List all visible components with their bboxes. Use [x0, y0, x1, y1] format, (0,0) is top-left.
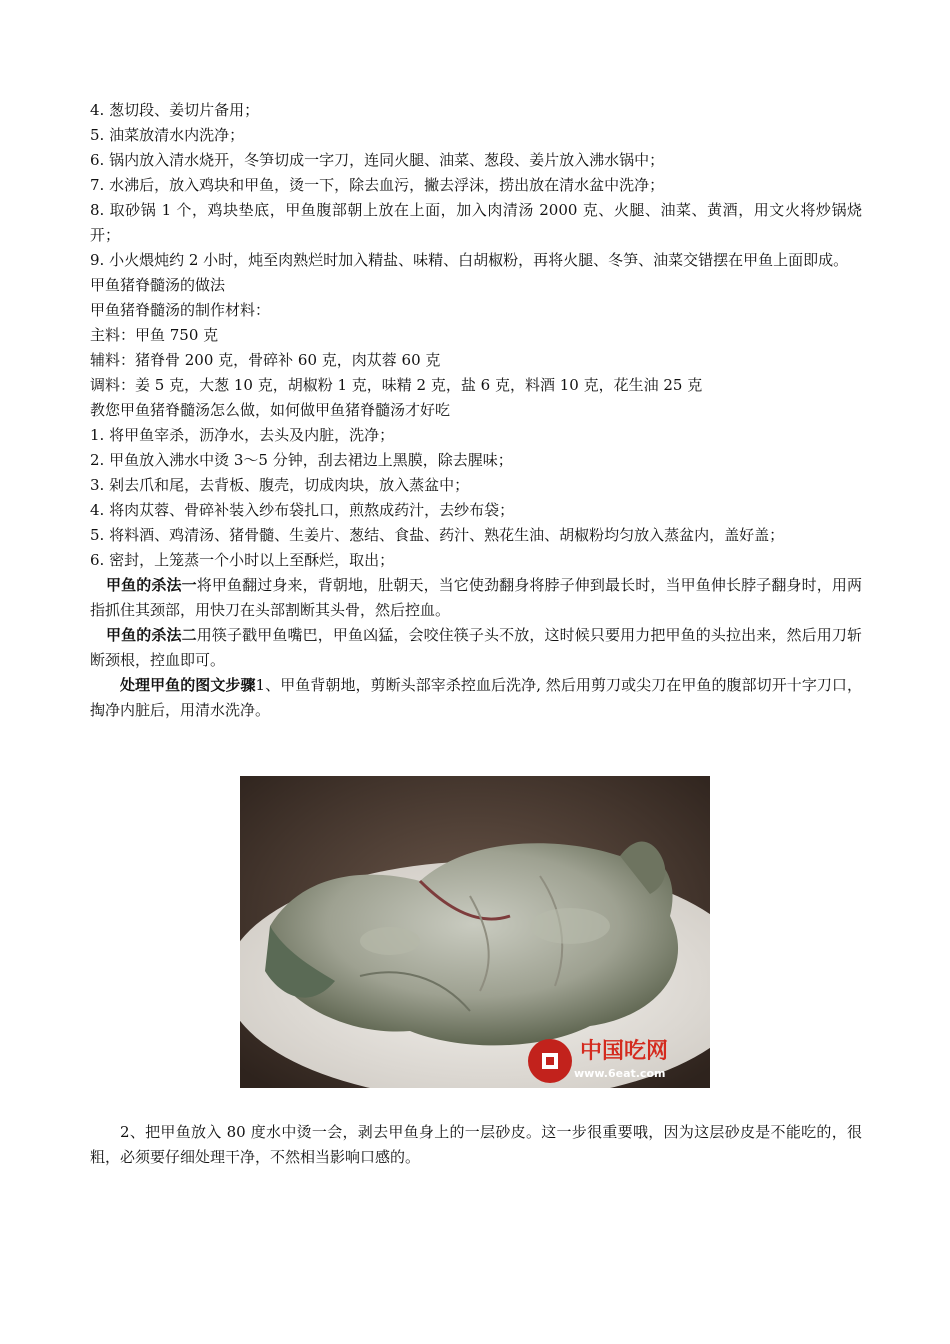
kill-method-1 [90, 573, 862, 623]
step-9-paragraph: 9. 小火煨炖约 2 小时，炖至肉熟烂时加入精盐、味精、白胡椒粉，再将火腿、冬笋、油菜交错摆在甲鱼上面即成。 [90, 251, 849, 269]
text-line: 调料：姜 5 克，大葱 10 克，胡椒粉 1 克，味精 2 克，盐 6 克，料酒 10 克，花生油 25 克 [90, 376, 703, 394]
step-1-text: 1、甲鱼背朝地，剪断头部宰杀控血后洗净, 然后用剪刀或尖刀在甲鱼的腹部切开十字刀口，掏净内脏后，用清水洗净。 [90, 676, 862, 719]
text-line: 教您甲鱼猪脊髓汤怎么做，如何做甲鱼猪脊髓汤才好吃 [90, 401, 451, 419]
text-line: 7. 水沸后，放入鸡块和甲鱼，烫一下，除去血污，撇去浮沫，捞出放在清水盆中洗净； [90, 176, 665, 194]
text-line: 5. 将料酒、鸡清汤、猪骨髓、生姜片、葱结、食盐、药汁、熟花生油、胡椒粉均匀放入蒸盆内，盖好盖； [90, 526, 785, 544]
kill-method-2-text: 用筷子戳甲鱼嘴巴，甲鱼凶猛，会咬住筷子头不放，这时候只要用力把甲鱼的头拉出来，然后用刀斩断颈根，控血即可。 [90, 626, 862, 669]
kill-method-2 [90, 623, 862, 673]
step-2-paragraph: 2、把甲鱼放入 80 度水中烫一会，剥去甲鱼身上的一层砂皮。这一步很重要哦，因为这层砂皮是不能吃的，很粗，必须要仔细处理干净，不然相当影响口感的。 [90, 1123, 862, 1166]
section-title: 甲鱼猪脊髓汤的做法 [90, 276, 226, 294]
watermark-url: www.6eat.com [574, 1067, 666, 1080]
document-body-continued [90, 1120, 862, 1170]
watermark-brand: 中国吃网 [580, 1039, 669, 1064]
kill-method-2-title: 甲鱼的杀法二 [106, 626, 197, 644]
text-line: 6. 密封，上笼蒸一个小时以上至酥烂，取出； [90, 551, 395, 569]
turtle-photo [240, 776, 710, 1088]
text-line: 6. 锅内放入清水烧开，冬笋切成一字刀，连同火腿、油菜、葱段、姜片放入沸水锅中； [90, 151, 665, 169]
text-line: 4. 将肉苁蓉、骨碎补装入纱布袋扎口，煎熬成药汁，去纱布袋； [90, 501, 515, 519]
text-line: 2. 甲鱼放入沸水中烫 3～5 分钟，刮去裙边上黑膜，除去腥味； [90, 451, 513, 469]
text-line: 主料：甲鱼 750 克 [90, 326, 219, 344]
document-body [90, 98, 862, 723]
steps-paragraph [90, 673, 862, 723]
step-8-paragraph: 8. 取砂锅 1 个，鸡块垫底，甲鱼腹部朝上放在上面，加入肉清汤 2000 克、火腿、油菜、黄酒，用文火将炒锅烧开； [90, 201, 862, 244]
text-line: 4. 葱切段、姜切片备用； [90, 101, 260, 119]
text-line: 5. 油菜放清水内洗净； [90, 126, 245, 144]
text-line: 甲鱼猪脊髓汤的制作材料： [90, 301, 271, 319]
kill-method-1-title: 甲鱼的杀法一 [106, 576, 197, 594]
text-line: 3. 剁去爪和尾，去背板、腹壳，切成肉块，放入蒸盆中； [90, 476, 470, 494]
kill-method-1-text: 将甲鱼翻过身来，背朝地，肚朝天，当它使劲翻身将脖子伸到最长时，当甲鱼伸长脖子翻身时，用两指抓住其颈部，用快刀在头部割断其头骨，然后控血。 [90, 576, 862, 619]
text-line: 辅料：猪脊骨 200 克，骨碎补 60 克，肉苁蓉 60 克 [90, 351, 441, 369]
steps-title: 处理甲鱼的图文步骤 [120, 676, 256, 694]
text-line: 1. 将甲鱼宰杀，沥净水，去头及内脏，洗净； [90, 426, 395, 444]
